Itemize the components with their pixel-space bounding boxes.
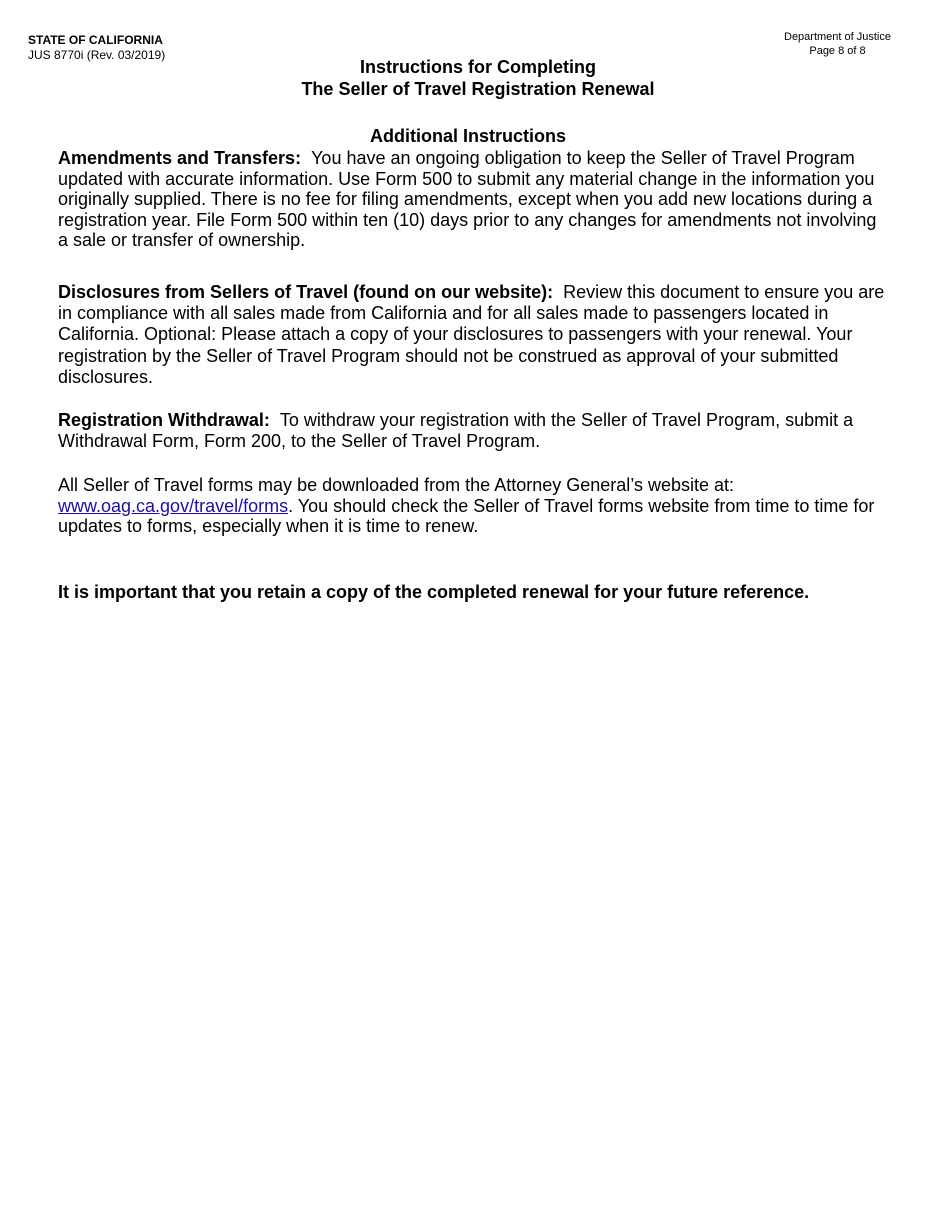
forms-text-before: All Seller of Travel forms may be downloaded from the Attorney General’s website at: (58, 475, 734, 495)
withdrawal-lead: Registration Withdrawal: (58, 410, 270, 430)
form-id: JUS 8770i (Rev. 03/2019) (28, 48, 166, 62)
disclosures-paragraph (58, 282, 888, 388)
section-heading: Additional Instructions (370, 126, 566, 146)
form-header-right (784, 30, 891, 58)
disclosures-lead: Disclosures from Sellers of Travel (found on our website): (58, 282, 554, 302)
withdrawal-text: To withdraw your registration with the Seller of Travel Program, submit a Withdrawal Form, Form 200, to the Seller of Travel Program. (58, 410, 854, 451)
amendments-paragraph (58, 148, 888, 251)
amendments-text: You have an ongoing obligation to keep the Seller of Travel Program updated with accurate information. Use Form 500 to submit any material change in the information you originally supplied. There is no fee for filing amendments, except when you add new locations during a registration year. File Form 500 within ten (10) days prior to any changes for amendments not involving a sale or transfer of ownership. (58, 148, 877, 250)
amendments-lead: Amendments and Transfers: (58, 148, 302, 168)
forms-paragraph (58, 475, 888, 537)
disclosures-text: Review this document to ensure you are in compliance with all sales made from California and for all sales made to passengers located in California. Optional: Please attach a copy of your disclosures to passengers with your renewal. Your registration by the Seller of Travel Program should not be construed as approval of your submitted disclosures. (58, 282, 885, 387)
agency-name: STATE OF CALIFORNIA (28, 33, 163, 47)
withdrawal-paragraph (58, 410, 888, 451)
forms-website-link[interactable]: www.oag.ca.gov/travel/forms (58, 495, 289, 516)
page-title (0, 56, 950, 100)
retain-copy-note: It is important that you retain a copy of the completed renewal for your future reference. (58, 582, 810, 602)
page-number: Page 8 of 8 (809, 45, 866, 57)
department-name: Department of Justice (784, 31, 891, 43)
title-line-2: The Seller of Travel Registration Renewal (301, 79, 655, 99)
title-line-1: Instructions for Completing (360, 57, 596, 77)
forms-text-after: . You should check the Seller of Travel forms website from time to time for updates to forms, especially when it is time to renew. (58, 495, 875, 536)
